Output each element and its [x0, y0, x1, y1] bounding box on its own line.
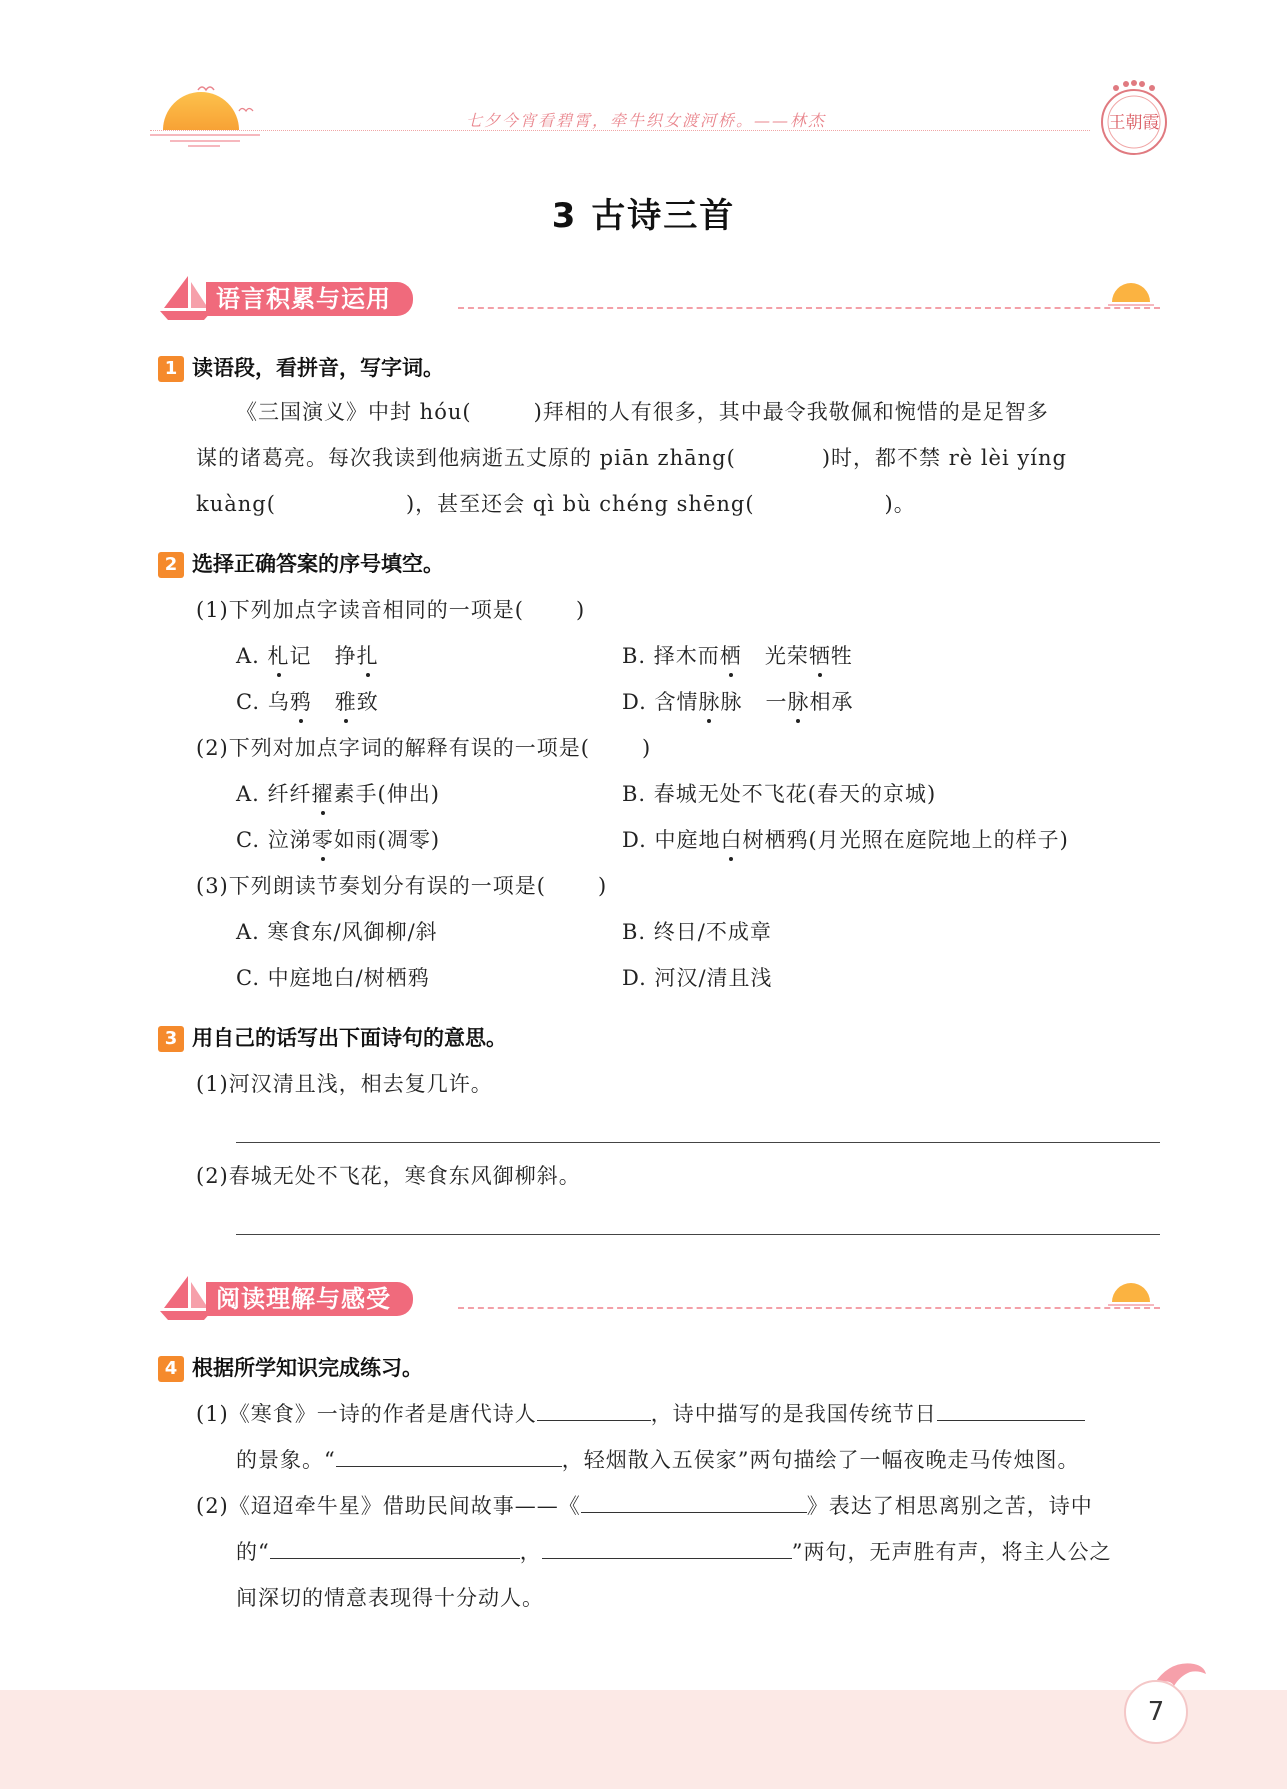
option-b: B. 终日/不成章 — [622, 920, 772, 944]
option-c — [236, 824, 440, 854]
text: kuàng( — [196, 492, 276, 516]
text: 择木而 — [653, 644, 720, 668]
q2-part-1 — [196, 594, 585, 624]
text: ， — [519, 1540, 542, 1564]
section-title: 阅读理解与感受 — [206, 1282, 413, 1316]
header-quote: 七夕今宵看碧霄，牵牛织女渡河桥。——林杰 — [466, 111, 827, 130]
option-label: D. — [622, 690, 647, 714]
text: (1)《寒食》一诗的作者是唐代诗人 — [196, 1402, 537, 1426]
option-a: A. 寒食东/风御柳/斜 — [236, 920, 438, 944]
page-title: 3 古诗三首 — [551, 196, 736, 236]
option-label: C. — [236, 828, 260, 852]
option-a — [236, 778, 440, 808]
option-label: B. — [622, 782, 647, 806]
sunset-icon — [163, 92, 239, 130]
text: 树栖鸦(月光照在庭院地上的样子) — [742, 828, 1069, 852]
section-divider — [458, 1307, 1160, 1309]
fill-blank[interactable] — [937, 1398, 1085, 1421]
text: 相承 — [809, 690, 854, 714]
q4-part-2-line-2 — [236, 1536, 1112, 1566]
text: (2)下列对加点字词的解释有误的一项是( — [196, 736, 590, 760]
dotted-char: 白 — [720, 828, 743, 852]
q1-line-1 — [236, 396, 1049, 426]
question-4-heading — [158, 1352, 423, 1382]
question-number-badge: 4 — [158, 1356, 184, 1382]
fill-blank[interactable] — [537, 1398, 651, 1421]
text: )。 — [884, 492, 916, 516]
q4-part-2-line-3: 间深切的情意表现得十分动人。 — [236, 1586, 544, 1610]
text: 谋的诸葛亮。每次我读到他病逝五丈原的 piān zhāng( — [196, 446, 736, 470]
sunset-icon — [1108, 282, 1154, 308]
question-number-badge: 1 — [158, 356, 184, 382]
question-number-badge: 2 — [158, 552, 184, 578]
q3-part-2: (2)春城无处不飞花，寒食东风御柳斜。 — [196, 1164, 581, 1188]
text: 乌 — [267, 690, 290, 714]
bird-icon — [238, 104, 254, 114]
q1-line-2 — [196, 442, 1067, 472]
text: 如雨(凋零) — [333, 828, 441, 852]
text: 脉 — [720, 690, 743, 714]
text: )拜相的人有很多，其中最令我敬佩和惋惜的是足智多 — [533, 400, 1049, 424]
text: 素手(伸出) — [333, 782, 440, 806]
q2-part-3 — [196, 870, 607, 900]
section-divider — [458, 307, 1160, 309]
question-text: 读语段，看拼音，写字词。 — [192, 356, 444, 380]
footer-background — [0, 1690, 1287, 1789]
text: 挣 — [334, 644, 357, 668]
text: ) — [575, 598, 586, 622]
option-label: A. — [236, 782, 260, 806]
text: ，轻烟散入五侯家”两句描绘了一幅夜晚走马传烛图。 — [561, 1448, 1080, 1472]
text: ) — [641, 736, 652, 760]
text: 泣涕 — [267, 828, 312, 852]
dotted-char: 零 — [311, 828, 334, 852]
text: 春城无处不飞花(春天的京城) — [653, 782, 937, 806]
option-b — [622, 778, 936, 808]
option-d — [622, 686, 853, 716]
option-label: D. — [622, 828, 647, 852]
option-c: C. 中庭地白/树栖鸦 — [236, 966, 430, 990]
text: 纤纤 — [267, 782, 312, 806]
text: )，甚至还会 qì bù chéng shēng( — [405, 492, 755, 516]
fill-blank[interactable] — [270, 1536, 520, 1559]
text: 牲 — [830, 644, 853, 668]
question-1-heading — [158, 352, 444, 382]
option-label: C. — [236, 690, 260, 714]
question-3-heading — [158, 1022, 507, 1052]
answer-line[interactable] — [236, 1142, 1160, 1143]
fill-blank[interactable] — [542, 1536, 792, 1559]
option-c — [236, 686, 379, 716]
q4-part-2-line-1 — [196, 1490, 1093, 1520]
q4-part-1-line-2 — [236, 1444, 1079, 1474]
dotted-char: 脉 — [698, 690, 721, 714]
question-number-badge: 3 — [158, 1026, 184, 1052]
text: (1)下列加点字读音相同的一项是( — [196, 598, 524, 622]
text: (2)《迢迢牵牛星》借助民间故事——《 — [196, 1494, 581, 1518]
section-banner-1 — [158, 274, 1160, 324]
answer-line[interactable] — [236, 1234, 1160, 1235]
dotted-char: 擢 — [311, 782, 334, 806]
text: 致 — [356, 690, 379, 714]
text: ”两句，无声胜有声，将主人公之 — [791, 1540, 1112, 1564]
svg-text:王朝霞: 王朝霞 — [1108, 113, 1160, 133]
dotted-char: 栖 — [719, 644, 742, 668]
section-banner-2 — [158, 1274, 1160, 1324]
option-b — [622, 640, 853, 670]
q4-part-1-line-1 — [196, 1398, 1085, 1428]
text: 》表达了相思离别之苦，诗中 — [806, 1494, 1093, 1518]
fill-blank[interactable] — [581, 1490, 807, 1513]
dotted-char: 雅 — [334, 690, 357, 714]
text: 含情 — [654, 690, 699, 714]
text: ，诗中描写的是我国传统节日 — [650, 1402, 937, 1426]
option-label: B. — [622, 644, 647, 668]
dotted-char: 扎 — [356, 644, 379, 668]
text: 记 — [289, 644, 312, 668]
option-d: D. 河汉/清且浅 — [622, 966, 773, 990]
section-title: 语言积累与运用 — [206, 282, 413, 316]
question-text: 用自己的话写出下面诗句的意思。 — [192, 1026, 507, 1050]
dotted-char: 札 — [267, 644, 290, 668]
option-a — [236, 640, 379, 670]
text: 的“ — [236, 1540, 270, 1564]
dotted-char: 鸦 — [289, 690, 312, 714]
sunset-icon — [1108, 1282, 1154, 1308]
text: 一 — [765, 690, 788, 714]
question-2-heading — [158, 548, 444, 578]
text: ) — [597, 874, 608, 898]
page-number: 7 — [1124, 1680, 1188, 1744]
fill-blank[interactable] — [336, 1444, 562, 1467]
option-label: A. — [236, 644, 260, 668]
question-text: 根据所学知识完成练习。 — [192, 1356, 423, 1380]
dotted-char: 脉 — [787, 690, 810, 714]
author-seal-logo — [1096, 78, 1172, 166]
text: 中庭地 — [654, 828, 721, 852]
text: (3)下列朗读节奏划分有误的一项是( — [196, 874, 546, 898]
option-d — [622, 824, 1069, 854]
q2-part-2 — [196, 732, 651, 762]
question-text: 选择正确答案的序号填空。 — [192, 552, 444, 576]
bird-icon — [196, 82, 226, 94]
text: )时，都不禁 rè lèi yíng — [821, 446, 1067, 470]
text: 的景象。“ — [236, 1448, 336, 1472]
q3-part-1: (1)河汉清且浅，相去复几许。 — [196, 1072, 493, 1096]
text: 《三国演义》中封 hóu( — [236, 400, 472, 424]
text: 光荣 — [764, 644, 809, 668]
sea-lines-icon — [150, 133, 260, 147]
q1-line-3 — [196, 488, 916, 518]
dotted-char: 牺 — [808, 644, 831, 668]
